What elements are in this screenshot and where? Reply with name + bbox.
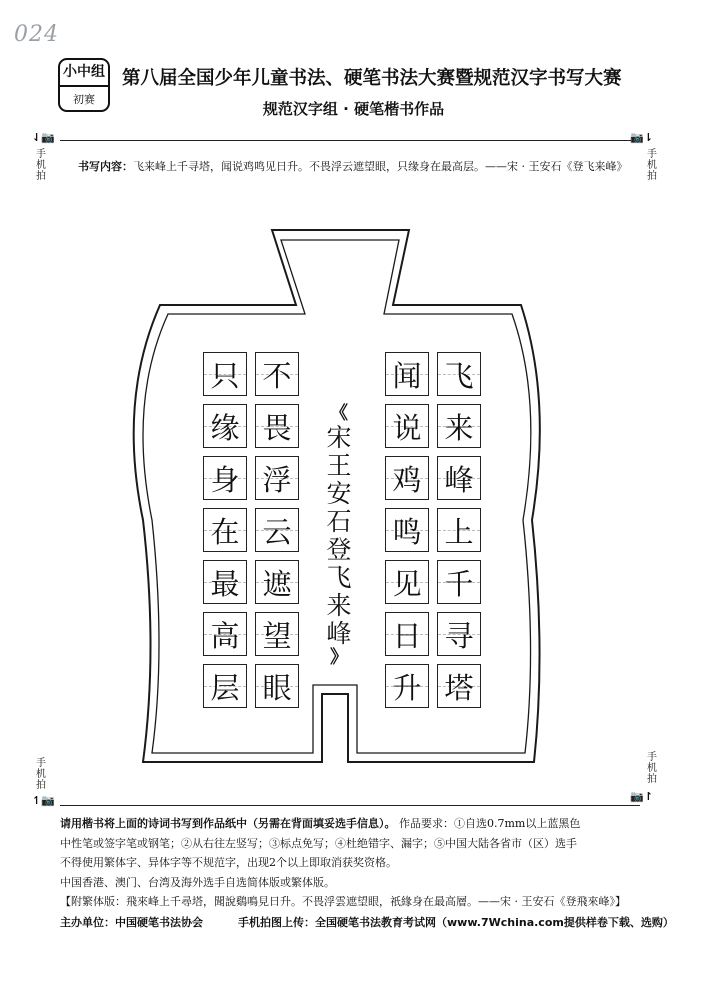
signature-open-bracket: 《	[330, 403, 348, 424]
grid-cell: 千	[437, 560, 481, 604]
grid-cell: 鸣	[385, 508, 429, 552]
side-label-bottom-left: 手机拍	[36, 758, 46, 791]
grid-cell: 眼	[255, 664, 299, 708]
grid-cell: 高	[203, 612, 247, 656]
grid-cell: 只	[203, 352, 247, 396]
grid-cell: 来	[437, 404, 481, 448]
arrow-up-icon: ↿	[32, 794, 42, 807]
signature-char: 登	[326, 535, 352, 564]
camera-icon: 📷	[630, 790, 644, 803]
grid-cell: 身	[203, 456, 247, 500]
grid-cell: 云	[255, 508, 299, 552]
grid-cell: 鸡	[385, 456, 429, 500]
page-title: 第八届全国少年儿童书法、硬笔书法大赛暨规范汉字书写大赛	[122, 68, 622, 89]
grid-cell: 上	[437, 508, 481, 552]
stage-label: 初赛	[73, 93, 95, 106]
grid-cell: 峰	[437, 456, 481, 500]
side-label-top-right: 手机拍	[647, 149, 657, 182]
side-label-bottom-right: 手机拍	[647, 752, 657, 785]
grid-cell: 望	[255, 612, 299, 656]
signature-char: 宋	[326, 423, 352, 452]
signature-char: 来	[326, 591, 352, 620]
bottom-right-marker	[630, 790, 653, 803]
arrow-down-icon: ⇂	[643, 131, 653, 144]
requirements-block	[60, 814, 650, 912]
signature-char: 安	[326, 479, 352, 508]
requirements-line: 中国香港、澳门、台湾及海外选手自选简体版或繁体版。	[60, 875, 335, 889]
grid-cell: 不	[255, 352, 299, 396]
bottom-divider	[60, 805, 640, 806]
signature-char: 峰	[326, 619, 352, 648]
grid-cell: 日	[385, 612, 429, 656]
grid-cell: 塔	[437, 664, 481, 708]
content-label: 书写内容：	[78, 160, 133, 173]
signature-column	[318, 403, 360, 668]
organizer: 主办单位：中国硬笔书法协会	[60, 916, 203, 929]
camera-icon: 📷	[41, 794, 55, 807]
grid-cell: 寻	[437, 612, 481, 656]
grid-cell: 层	[203, 664, 247, 708]
grid-cell: 说	[385, 404, 429, 448]
grid-cell: 最	[203, 560, 247, 604]
requirements-line: 中性笔或签字笔或钢笔；②从右往左竖写；③标点免写；④杜绝错字、漏字；⑤中国大陆各省市（区）选手	[60, 836, 577, 850]
grid-cell: 见	[385, 560, 429, 604]
bottom-left-marker	[32, 794, 55, 807]
camera-icon: 📷	[41, 131, 55, 144]
signature-char: 飞	[326, 563, 352, 592]
traditional-version: 【附繁体版：飛來峰上千尋塔，聞說鷄鳴見日升。不畏浮雲遮望眼，祇緣身在最高層。——宋 · 王安石《登飛來峰》】	[60, 895, 626, 908]
grid-cell: 缘	[203, 404, 247, 448]
grid-cell: 浮	[255, 456, 299, 500]
page-subtitle: 规范汉字组 · 硬笔楷书作品	[262, 100, 445, 118]
signature-char: 石	[326, 507, 352, 536]
grid-cell: 遮	[255, 560, 299, 604]
signature-close-bracket: 》	[330, 647, 348, 668]
side-label-top-left: 手机拍	[36, 149, 46, 182]
grid-cell: 飞	[437, 352, 481, 396]
requirements-line: 不得使用繁体字、异体字等不规范字，出现2个以上即取消获奖资格。	[60, 856, 397, 869]
arrow-up-icon: ↾	[643, 790, 653, 803]
grid-cell: 畏	[255, 404, 299, 448]
content-text: 飞来峰上千寻塔，闻说鸡鸣见日升。不畏浮云遮望眼，只缘身在最高层。——宋 · 王安石《登飞来峰》	[133, 160, 628, 173]
grid-cell: 闻	[385, 352, 429, 396]
upload-info: 手机拍图上传：全国硬笔书法教育考试网（www.7Wchina.com提供样卷下载、选购）	[238, 916, 674, 929]
grid-cell: 在	[203, 508, 247, 552]
group-label: 小中组	[60, 60, 108, 87]
camera-icon: 📷	[630, 131, 644, 144]
corner-number: 024	[14, 22, 59, 47]
arrow-down-icon: ⇃	[32, 131, 42, 144]
grid-cell: 升	[385, 664, 429, 708]
signature-char: 王	[326, 451, 352, 480]
requirements-line: 请用楷书将上面的诗词书写到作品纸中（另需在背面填妥选手信息）。 作品要求：①自选0.7mm以上蓝黑色	[60, 817, 581, 830]
